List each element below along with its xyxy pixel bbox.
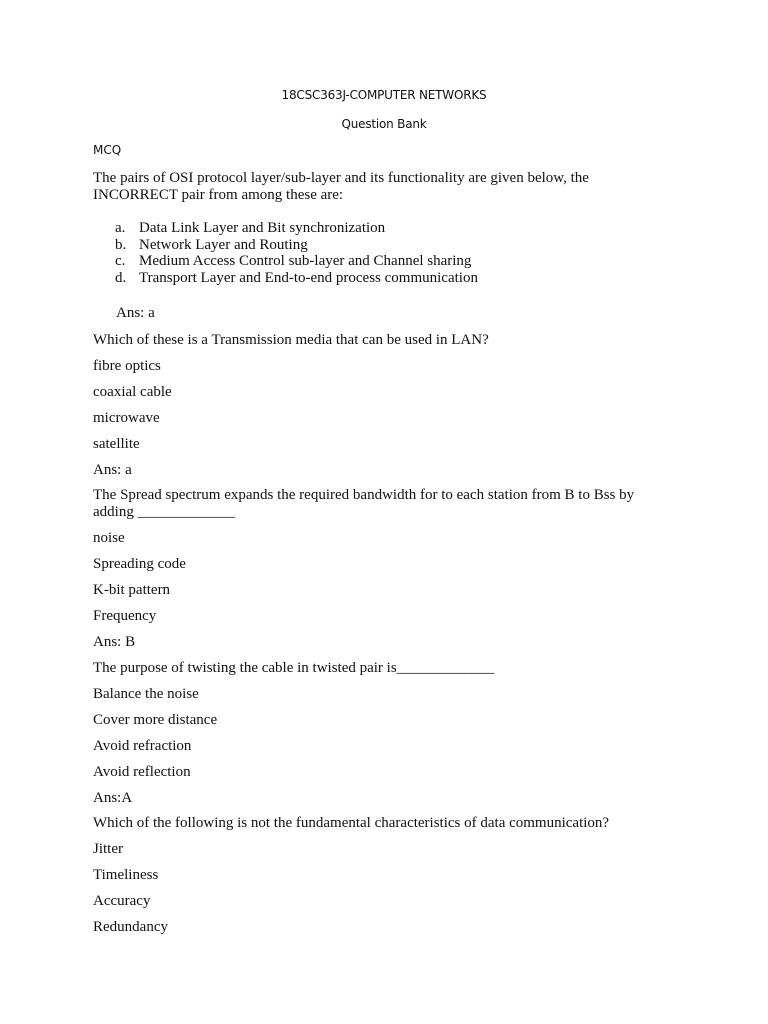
option-item (115, 253, 478, 270)
question-4-option: Balance the noise (93, 686, 199, 702)
option-text: Data Link Layer and Bit synchronization (139, 220, 386, 236)
option-item (115, 237, 478, 254)
question-3-answer: Ans: B (93, 634, 136, 650)
question-4-answer: Ans:A (93, 790, 133, 806)
question-1-options (115, 220, 478, 287)
question-4-option: Cover more distance (93, 712, 218, 728)
question-2-option: microwave (93, 410, 160, 426)
option-letter: c. (115, 253, 126, 270)
question-5-text: Which of the following is not the fundamental characteristics of data communication? (93, 815, 610, 831)
question-5-option: Jitter (93, 841, 123, 857)
question-5-option: Timeliness (93, 867, 159, 883)
question-2-answer: Ans: a (93, 462, 132, 478)
option-letter: d. (115, 270, 127, 287)
document-subtitle: Question Bank (341, 117, 427, 131)
document-title: 18CSC363J-COMPUTER NETWORKS (281, 88, 487, 102)
question-3-option: Frequency (93, 608, 157, 624)
question-3-option: K-bit pattern (93, 582, 171, 598)
question-5-option: Redundancy (93, 919, 168, 935)
option-text: Transport Layer and End-to-end process communication (139, 270, 478, 287)
question-4-text: The purpose of twisting the cable in twisted pair is_____________ (93, 660, 495, 676)
question-2-text: Which of these is a Transmission media that can be used in LAN? (93, 332, 489, 348)
option-letter: b. (115, 236, 127, 253)
question-2-option: coaxial cable (93, 384, 172, 400)
question-1-text: The pairs of OSI protocol layer/sub-layer and its functionality are given below, the INCORRECT pair from among these are: (93, 170, 589, 203)
section-heading: MCQ (93, 143, 122, 157)
option-text: Medium Access Control sub-layer and Channel sharing (139, 253, 472, 270)
question-2-option: satellite (93, 436, 140, 452)
option-letter: a. (115, 220, 126, 236)
question-4-option: Avoid refraction (93, 738, 192, 754)
question-3-option: Spreading code (93, 556, 186, 572)
option-text: Network Layer and Routing (139, 236, 308, 253)
question-1-answer: Ans: a (116, 305, 155, 321)
question-2-option: fibre optics (93, 358, 161, 374)
question-3-text: The Spread spectrum expands the required bandwidth for to each station from B to Bss by adding _____________ (93, 487, 635, 520)
option-item (115, 270, 478, 287)
option-item (115, 220, 478, 237)
question-5-option: Accuracy (93, 893, 151, 909)
question-3-option: noise (93, 530, 125, 546)
question-4-option: Avoid reflection (93, 764, 191, 780)
